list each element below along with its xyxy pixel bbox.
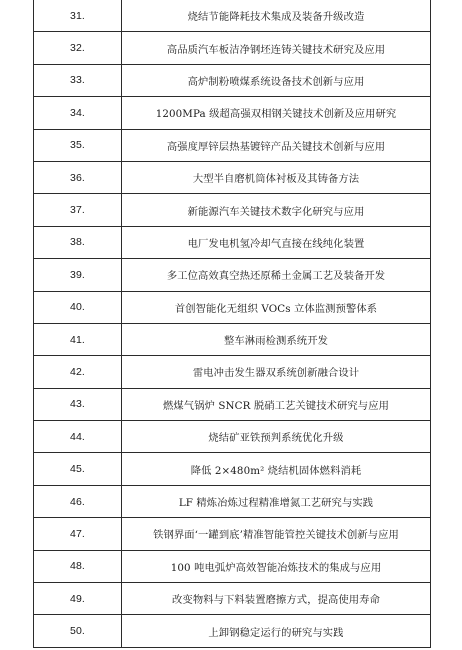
table-row [34, 356, 431, 388]
row-number: 38. [34, 226, 122, 258]
row-number: 48. [34, 550, 122, 582]
document-page [33, 0, 430, 650]
row-number: 44. [34, 421, 122, 453]
row-number: 45. [34, 453, 122, 485]
table-row [34, 161, 431, 193]
project-name: 100 吨电弧炉高效智能冶炼技术的集成与应用 [122, 550, 431, 582]
row-number: 43. [34, 388, 122, 420]
table-row [34, 0, 431, 32]
table-row [34, 323, 431, 355]
row-number: 46. [34, 485, 122, 517]
table-row [34, 550, 431, 582]
project-name: 高强度厚锌层热基镀锌产品关键技术创新与应用 [122, 129, 431, 161]
row-number: 49. [34, 583, 122, 615]
project-name: 新能源汽车关键技术数字化研究与应用 [122, 194, 431, 226]
row-number: 42. [34, 356, 122, 388]
project-name: 铁钢界面‘一罐到底’精准智能管控关键技术创新与应用 [122, 518, 431, 550]
project-name: 高炉制粉喷煤系统设备技术创新与应用 [122, 64, 431, 96]
table-row [34, 388, 431, 420]
project-name: 首创智能化无组织 VOCs 立体监测预警体系 [122, 291, 431, 323]
project-name: 雷电冲击发生器双系统创新融合设计 [122, 356, 431, 388]
project-name: 高品质汽车板洁净钢坯连铸关键技术研究及应用 [122, 32, 431, 64]
row-number: 40. [34, 291, 122, 323]
project-name: 电厂发电机氢冷却气直接在线纯化装置 [122, 226, 431, 258]
table-row [34, 194, 431, 226]
row-number: 41. [34, 323, 122, 355]
row-number: 34. [34, 97, 122, 129]
project-name: 烧结矿亚铁预判系统优化升级 [122, 421, 431, 453]
row-number: 39. [34, 259, 122, 291]
table-row [34, 64, 431, 96]
row-number: 32. [34, 32, 122, 64]
project-name: 多工位高效真空热还原稀土金属工艺及装备开发 [122, 259, 431, 291]
table-row [34, 583, 431, 615]
table-row [34, 485, 431, 517]
table-row [34, 518, 431, 550]
row-number: 35. [34, 129, 122, 161]
project-name: 降低 2×480m² 烧结机固体燃料消耗 [122, 453, 431, 485]
project-name: 整车淋雨检测系统开发 [122, 323, 431, 355]
row-number: 36. [34, 161, 122, 193]
project-table [33, 0, 431, 648]
table-row [34, 32, 431, 64]
table-row [34, 129, 431, 161]
project-name: 烧结节能降耗技术集成及装备升级改造 [122, 0, 431, 32]
table-row [34, 615, 431, 647]
project-name: 改变物料与下料装置磨擦方式，提高使用寿命 [122, 583, 431, 615]
table-row [34, 97, 431, 129]
table-row [34, 421, 431, 453]
project-name: 1200MPa 级超高强双相钢关键技术创新及应用研究 [122, 97, 431, 129]
row-number: 50. [34, 615, 122, 647]
table-row [34, 291, 431, 323]
project-name: 上卸钢稳定运行的研究与实践 [122, 615, 431, 647]
project-name: 燃煤气锅炉 SNCR 脱硝工艺关键技术研究与应用 [122, 388, 431, 420]
row-number: 31. [34, 0, 122, 32]
row-number: 47. [34, 518, 122, 550]
table-row [34, 259, 431, 291]
project-name: LF 精炼冶炼过程精准增氮工艺研究与实践 [122, 485, 431, 517]
table-row [34, 453, 431, 485]
table-row [34, 226, 431, 258]
row-number: 33. [34, 64, 122, 96]
row-number: 37. [34, 194, 122, 226]
project-name: 大型半自磨机筒体衬板及其铸备方法 [122, 161, 431, 193]
